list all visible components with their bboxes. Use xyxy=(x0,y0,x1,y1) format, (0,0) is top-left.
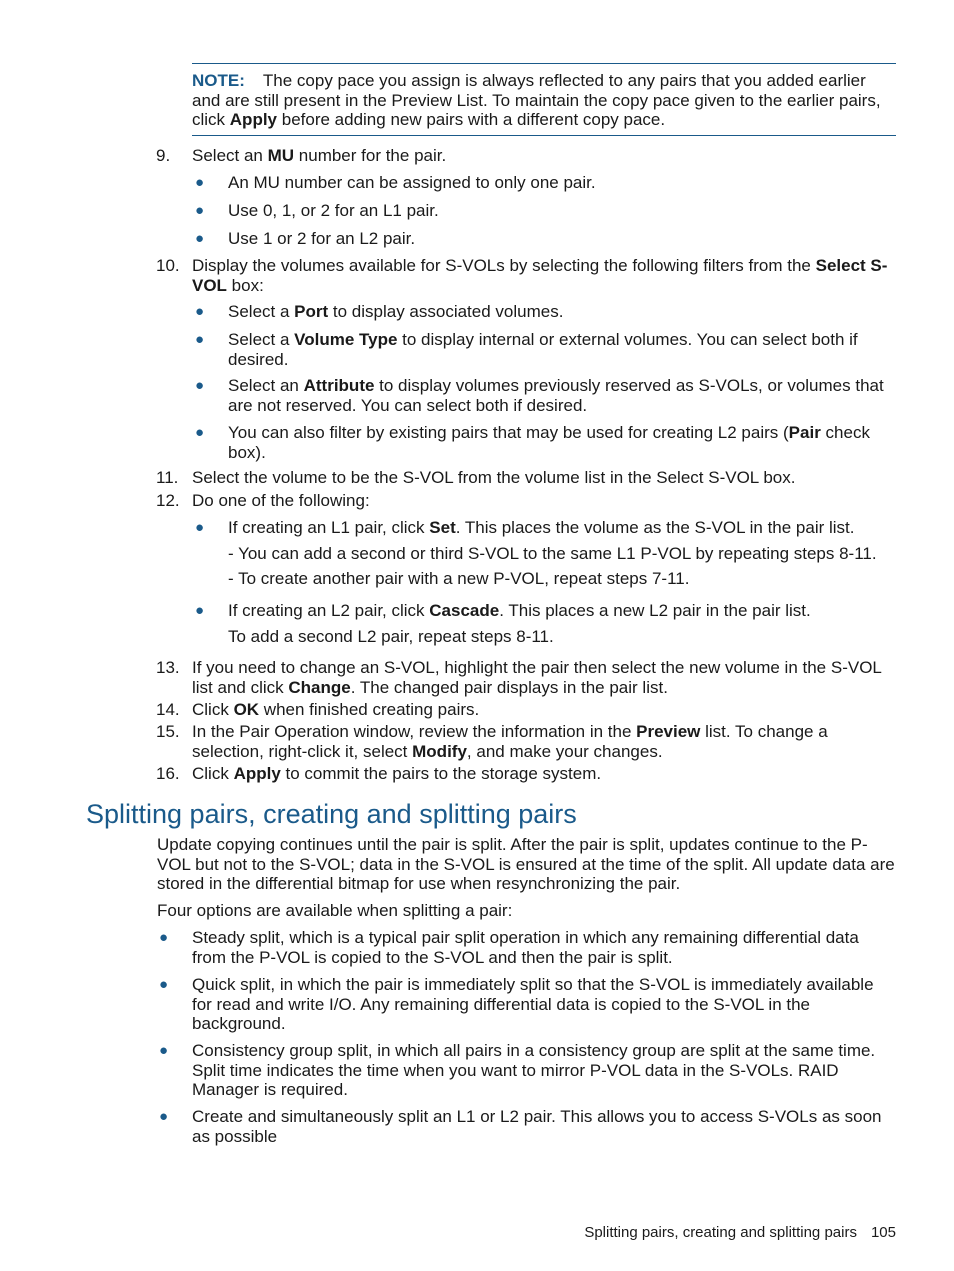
list-item-text: Consistency group split, in which all pairs in a consistency group are split at the same time. Split time indicates the time when you want to mirror P-VOL data in the S-VOLs. RAID Manager is required. xyxy=(192,1041,876,1099)
step-text: Do one of the following: xyxy=(192,491,370,510)
step-13 xyxy=(156,658,896,697)
step-number: 11. xyxy=(156,468,179,487)
list-item-bold: Volume Type xyxy=(294,330,398,349)
list-item-text: If creating an L2 pair, click xyxy=(228,601,430,620)
list-item-text: Quick split, in which the pair is immediately split so that the S-VOL is immediately available for read and write I/O. Any remaining differential data is copied to the S-VOL in the background. xyxy=(192,975,874,1033)
list-item-text: to display associated volumes. xyxy=(328,302,564,321)
list-item-text: An MU number can be assigned to only one pair. xyxy=(228,173,596,192)
note-box xyxy=(192,63,896,136)
bullet-dot-icon: ● xyxy=(159,929,169,946)
step-number: 16. xyxy=(156,764,180,783)
step-bold: Change xyxy=(288,677,351,697)
list-item-text: Steady split, which is a typical pair split operation in which any remaining differential data from the P-VOL is copied to the S-VOL and then the pair is split. xyxy=(192,928,859,967)
step-text: number for the pair. xyxy=(294,146,447,165)
list-item xyxy=(195,423,896,462)
list-item-text: . This places the volume as the S-VOL in the pair list. xyxy=(455,518,855,537)
list-item-text: If creating an L1 pair, click xyxy=(228,518,430,537)
list-item-text: Use 1 or 2 for an L2 pair. xyxy=(228,229,416,248)
paragraph: Four options are available when splitting a pair: xyxy=(157,901,513,920)
list-item xyxy=(195,173,896,193)
list-item-text: to display volumes previously reserved as S-VOLs, or volumes that are not reserved. You can select both if desired. xyxy=(228,376,884,415)
note-label: NOTE: xyxy=(192,71,245,90)
step-number: 9. xyxy=(156,146,171,165)
step-bold: Preview xyxy=(636,722,701,741)
bullet-dot-icon: ● xyxy=(195,519,205,536)
step-11 xyxy=(156,468,896,488)
list-item xyxy=(195,376,896,415)
sub-note: - You can add a second or third S-VOL to the same L1 P-VOL by repeating steps 8-11. xyxy=(228,544,877,563)
bullet-dot-icon: ● xyxy=(159,976,169,993)
step-bold: Apply xyxy=(233,764,281,783)
list-item xyxy=(195,229,896,249)
page-number: 105 xyxy=(870,1224,896,1241)
step-14 xyxy=(156,700,896,720)
step-bold: Select S-VOL xyxy=(192,256,888,295)
step-number: 12. xyxy=(156,491,180,510)
step-text: Click xyxy=(192,700,234,719)
list-item-text: to display internal or external volumes. You can select both if desired. xyxy=(228,330,858,369)
list-item xyxy=(195,518,896,538)
step-text: Select the volume to be the S-VOL from the volume list in the Select S-VOL box. xyxy=(192,468,796,487)
step-9 xyxy=(156,146,896,166)
list-item-text: Use 0, 1, or 2 for an L1 pair. xyxy=(228,201,439,220)
section-heading: Splitting pairs, creating and splitting pairs xyxy=(86,799,577,829)
bullet-dot-icon: ● xyxy=(195,377,205,394)
step-text: Display the volumes available for S-VOLs by selecting the following filters from the xyxy=(192,256,816,275)
step-text: If you need to change an S-VOL, highlight the pair then select the new volume in the S-VOL list and click xyxy=(192,658,882,697)
step-text: Select an xyxy=(192,146,268,165)
list-item xyxy=(195,330,896,369)
bullet-dot-icon: ● xyxy=(195,424,205,441)
list-item-text: Select a xyxy=(228,330,295,349)
list-item xyxy=(159,928,896,967)
footer-title: Splitting pairs, creating and splitting pairs xyxy=(584,1224,857,1241)
step-16 xyxy=(156,764,896,784)
list-item xyxy=(195,601,896,621)
bullet-dot-icon: ● xyxy=(195,331,205,348)
bullet-dot-icon: ● xyxy=(159,1042,169,1059)
bullet-dot-icon: ● xyxy=(195,602,205,619)
bullet-dot-icon: ● xyxy=(195,230,205,247)
bullet-dot-icon: ● xyxy=(195,174,205,191)
list-item xyxy=(159,1041,896,1100)
list-item-text: You can also filter by existing pairs that may be used for creating L2 pairs ( xyxy=(228,423,789,442)
list-item-bold: Pair xyxy=(788,423,821,442)
step-text: . The changed pair displays in the pair list. xyxy=(350,677,668,697)
bullet-dot-icon: ● xyxy=(195,303,205,320)
step-15 xyxy=(156,722,896,761)
list-item xyxy=(195,302,896,322)
list-item-text: . This places a new L2 pair in the pair list. xyxy=(499,601,811,620)
list-item-text: Select a xyxy=(228,302,295,321)
step-text: list. To change a selection, right-click it, select xyxy=(192,722,828,761)
step-text: when finished creating pairs. xyxy=(259,700,480,719)
step-number: 10. xyxy=(156,256,180,275)
note-text-1: The copy pace you assign is always reflected to any pairs that you added earlier and are still present in the Preview List. To maintain the copy pace given to the earlier pairs, click xyxy=(192,71,881,129)
bullet-dot-icon: ● xyxy=(159,1108,169,1125)
list-item-text: Select an xyxy=(228,376,304,395)
list-item-bold: Attribute xyxy=(303,376,375,395)
bullet-dot-icon: ● xyxy=(195,202,205,219)
step-10 xyxy=(156,256,896,295)
list-item xyxy=(159,975,896,1034)
step-12 xyxy=(156,491,896,511)
list-item-bold: Port xyxy=(294,302,329,321)
list-item-text: check box). xyxy=(228,423,870,462)
paragraph: Update copying continues until the pair is split. After the pair is split, updates continue to the P-VOL but not to the S-VOL; data in the S-VOL is ensured at the time of the split. All update data are stored in the differential bitmap for use when resynchronizing the pair. xyxy=(157,835,895,893)
step-text: In the Pair Operation window, review the information in the xyxy=(192,722,637,741)
step-number: 13. xyxy=(156,658,180,677)
step-number: 14. xyxy=(156,700,180,719)
list-item-text: Create and simultaneously split an L1 or L2 pair. This allows you to access S-VOLs as soon as possible xyxy=(192,1107,882,1146)
list-item-bold: Set xyxy=(429,518,456,537)
step-number: 15. xyxy=(156,722,180,741)
step-bold: Modify xyxy=(412,741,467,761)
page-footer xyxy=(560,1223,896,1243)
step-text: box: xyxy=(226,275,264,295)
step-text: Click xyxy=(192,764,234,783)
step-text: to commit the pairs to the storage system. xyxy=(280,764,602,783)
step-text: , and make your changes. xyxy=(466,741,663,761)
note-bold-apply: Apply xyxy=(229,110,278,129)
note-text-2: before adding new pairs with a different copy pace. xyxy=(277,110,666,129)
sub-note: To add a second L2 pair, repeat steps 8-11. xyxy=(228,627,554,646)
list-item xyxy=(195,201,896,221)
step-bold: MU xyxy=(267,146,295,165)
sub-note: - To create another pair with a new P-VOL, repeat steps 7-11. xyxy=(228,569,690,588)
list-item-bold: Cascade xyxy=(429,601,500,620)
step-bold: OK xyxy=(233,700,260,719)
list-item xyxy=(159,1107,896,1146)
